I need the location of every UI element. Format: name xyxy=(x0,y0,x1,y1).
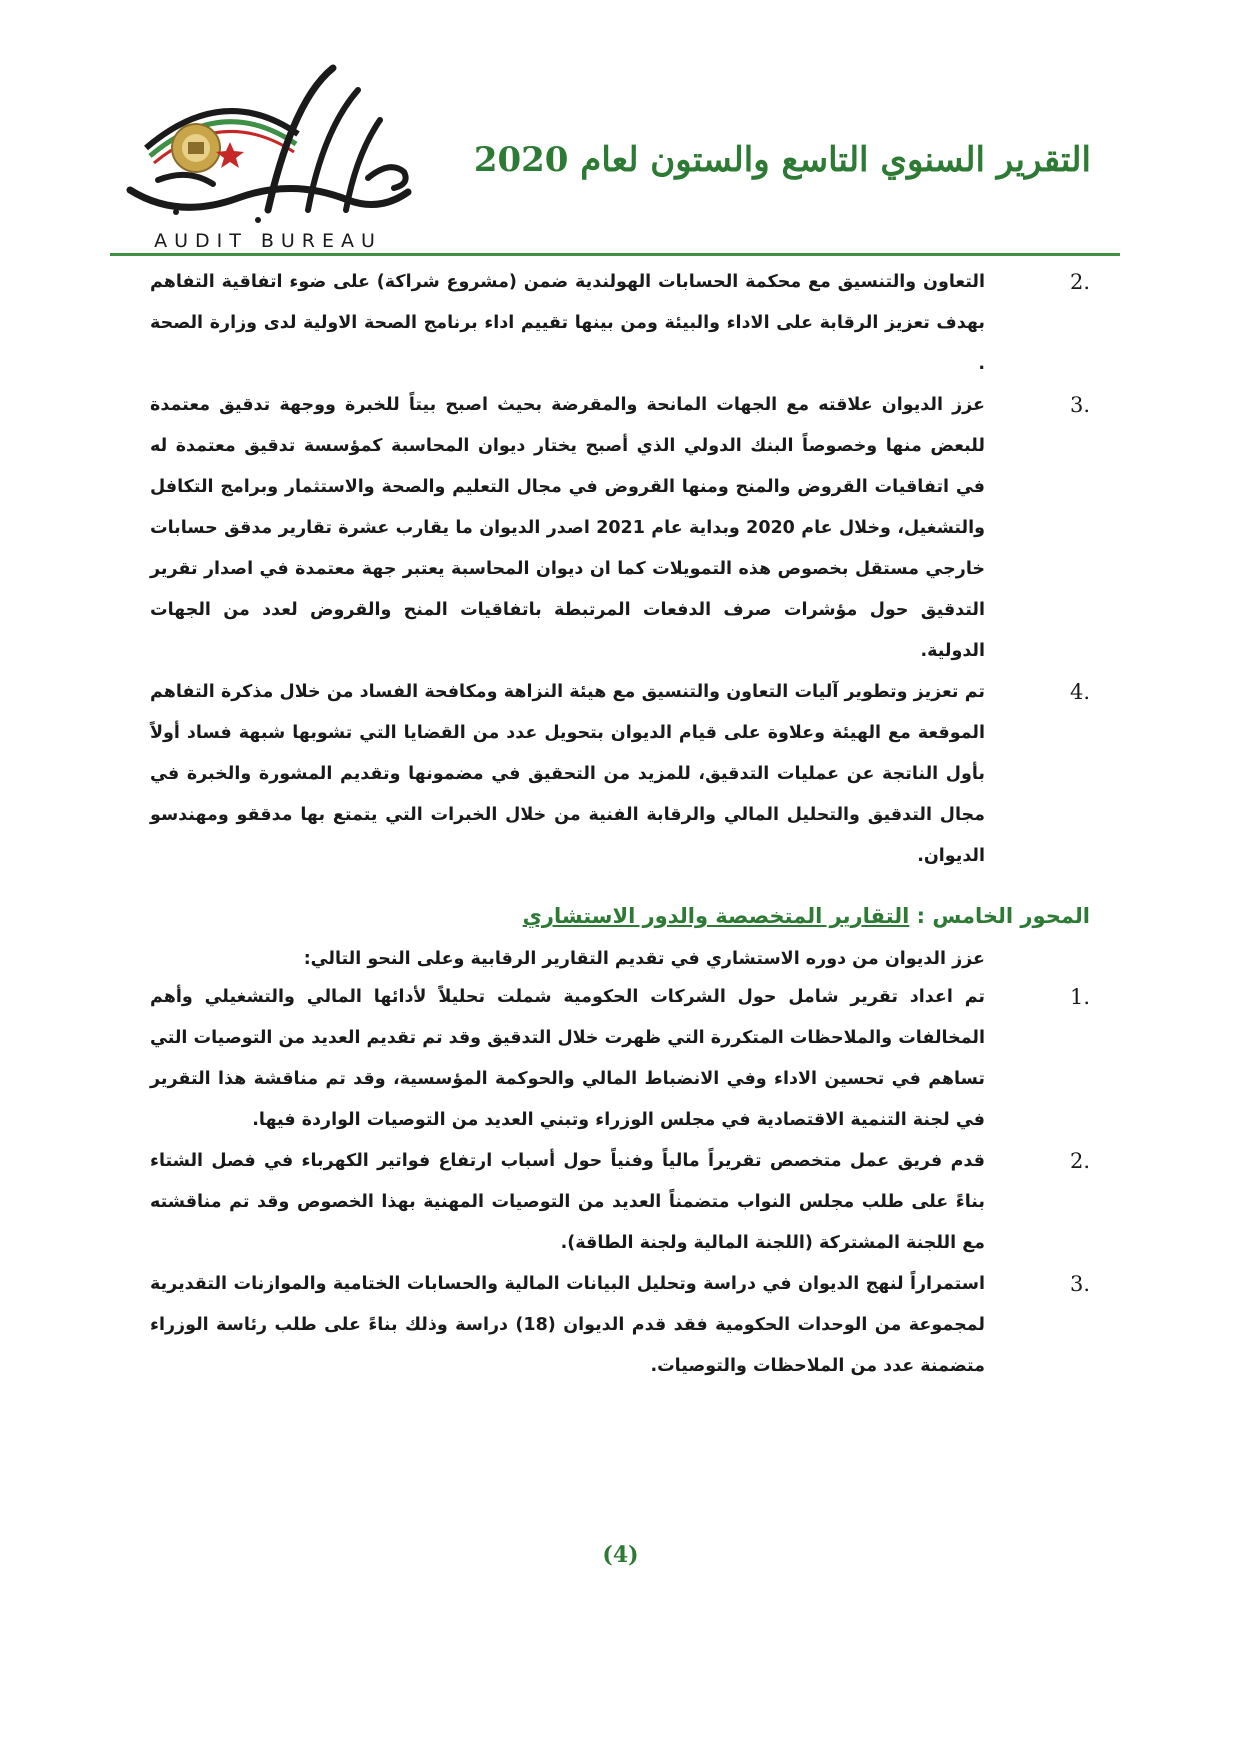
list-item-text: قدم فريق عمل متخصص تقريراً مالياً وفنياً حول أسباب ارتفاع فواتير الكهرباء في فصل الشتاء بناءً على طلب مجلس النواب متضمناً العديد من التوصيات المهنية بهذا الخصوص وقد تم مناقشته مع اللجنة المشتركة (اللجنة المالية ولجنة الطاقة). xyxy=(150,1151,985,1253)
section-heading-prefix: المحور الخامس : xyxy=(909,904,1090,928)
list-item-number: .1 xyxy=(1069,985,1090,1009)
list-item-text: التعاون والتنسيق مع محكمة الحسابات الهولندية ضمن (مشروع شراكة) على ضوء اتفاقية التفاهم بهدف تعزيز الرقابة على الاداء والبيئة ومن بينها تقييم اداء برنامج الصحة الاولية لدى وزارة الصحة . xyxy=(150,272,985,374)
calligraphy-logo-graphic xyxy=(118,60,418,230)
list-item-text: تم تعزيز وتطوير آليات التعاون والتنسيق مع هيئة النزاهة ومكافحة الفساد من خلال مذكرة التفاهم الموقعة مع الهيئة وعلاوة على قيام الديوان بتحويل عدد من القضايا التي تشوبها شبهة فساد أولاً بأول الناتجة عن عمليات التدقيق، للمزيد من التحقيق في مضمونها وتقديم المشورة والخبرة في مجال التدقيق والتحليل المالي والرقابة الفنية من خلال الخبرات التي يتمتع بها مدققو ومهندسو الديوان. xyxy=(150,682,985,866)
list-item xyxy=(150,385,1090,672)
list-item xyxy=(150,262,1090,385)
page-number: (4) xyxy=(602,1542,639,1568)
list-item-text: تم اعداد تقرير شامل حول الشركات الحكومية شملت تحليلاً لأدائها المالي والتشغيلي وأهم المخالفات والملاحظات المتكررة التي ظهرت خلال التدقيق وقد تم تقديم العديد من التوصيات التي تساهم في تحسين الاداء وفي الانضباط المالي والحوكمة المؤسسية، وقد تم مناقشة هذا التقرير في لجنة التنمية الاقتصادية في مجلس الوزراء وتبني العديد من التوصيات الواردة فيها. xyxy=(150,987,985,1130)
list-item-number: .2 xyxy=(1069,1149,1090,1173)
list-item xyxy=(150,1141,1090,1264)
section-intro: عزز الديوان من دوره الاستشاري في تقديم التقارير الرقابية وعلى النحو التالي: xyxy=(303,949,985,969)
list-item xyxy=(150,977,1090,1141)
list-item-text: استمراراً لنهج الديوان في دراسة وتحليل البيانات المالية والحسابات الختامية والموازنات التقديرية لمجموعة من الوحدات الحكومية فقد قدم الديوان (18) دراسة وذلك بناءً على طلب رئاسة الوزراء متضمنة عدد من الملاحظات والتوصيات. xyxy=(150,1274,985,1376)
list-item xyxy=(150,672,1090,877)
section-heading-title: التقارير المتخصصة والدور الاستشاري xyxy=(522,904,910,928)
report-title: التقرير السنوي التاسع والستون لعام 2020 xyxy=(473,140,1091,180)
list-item-number: .3 xyxy=(1069,393,1090,417)
section-heading xyxy=(150,899,1090,933)
audit-bureau-logo xyxy=(118,60,418,256)
list-item xyxy=(150,1264,1090,1387)
page-content xyxy=(150,262,1090,1387)
header-divider xyxy=(110,253,1120,256)
page-header xyxy=(0,0,1241,262)
logo-caption: AUDIT BUREAU xyxy=(154,230,382,252)
list-item-number: .2 xyxy=(1069,270,1090,294)
list-item-text: عزز الديوان علاقته مع الجهات المانحة والمقرضة بحيث اصبح بيتاً للخبرة ووجهة تدقيق معتمدة للبعض منها وخصوصاً البنك الدولي الذي أصبح يختار ديوان المحاسبة كمؤسسة تدقيق معتمدة له في اتفاقيات القروض والمنح ومنها القروض في مجال التعليم والصحة والاستثمار وبرامج التكافل والتشغيل، وخلال عام 2020 وبداية عام 2021 اصدر الديوان ما يقارب عشرة تقارير مدقق حسابات خارجي مستقل بخصوص هذه التمويلات كما ان ديوان المحاسبة يعتبر جهة معتمدة في اصدار تقرير التدقيق حول مؤشرات صرف الدفعات المرتبطة باتفاقيات المنح والقروض لعدد من الجهات الدولية. xyxy=(150,395,986,661)
list-item-number: .3 xyxy=(1069,1272,1090,1296)
list-item-number: .4 xyxy=(1069,680,1090,704)
